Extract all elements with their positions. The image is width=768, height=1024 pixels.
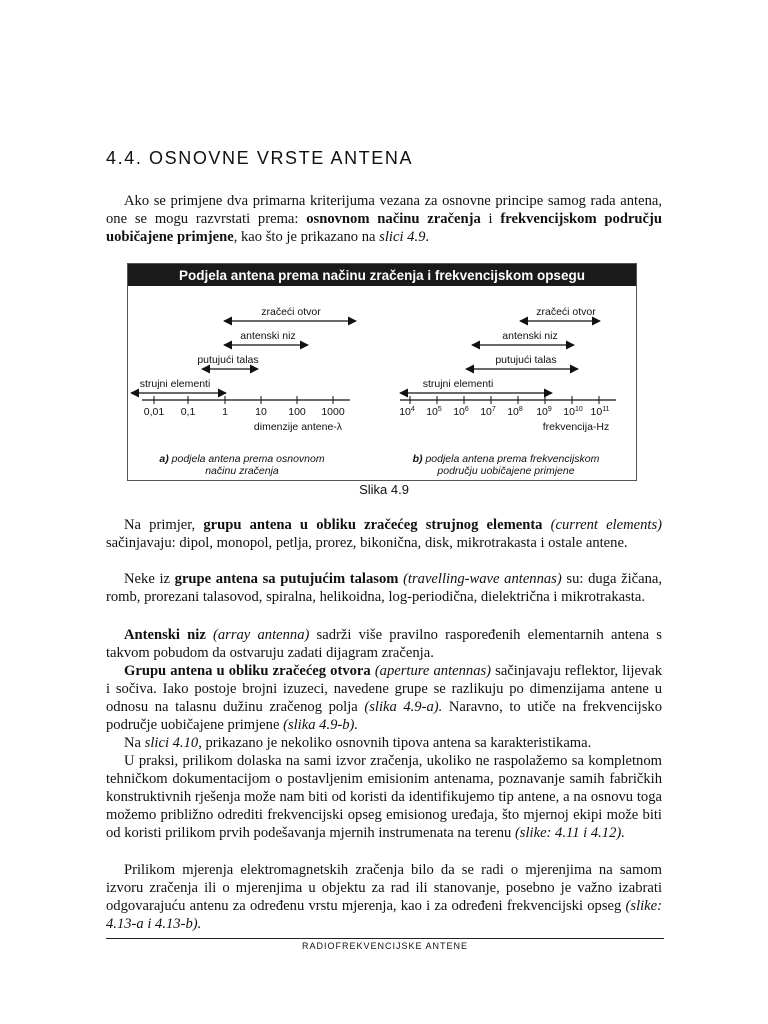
left-caption-line2: načinu zračenja	[205, 465, 279, 477]
left-axis-label: dimenzije antene-λ	[253, 421, 343, 433]
paragraph-array-antenna: Antenski niz (array antenna) sadrži više pravilno raspoređenih elementarnih antena s takvom pobudom da ostvaruju zadati dijagram zračenja.	[106, 627, 662, 661]
figure-caption: Slika 4.9	[359, 482, 409, 497]
right-tick-label: $10^5$	[426, 406, 442, 418]
right-panel	[399, 306, 616, 477]
right-tick-label: $10^9$	[536, 406, 552, 418]
right-tick-label: $10^{10}$	[563, 406, 583, 418]
paragraph-figure-reference: Na slici 4.10, prikazano je nekoliko osnovnih tipova antena sa karakteristikama.	[124, 735, 592, 751]
paragraph-current-elements: Na primjer, grupu antena u obliku zračećeg strujnog elementa (current elements) sačinjavaju: dipol, monopol, petlja, prorez, bikonična, disk, mikrotrakasta i ostale antene.	[106, 517, 662, 551]
left-tick-label: 1	[222, 406, 228, 418]
antenna-classification-figure	[127, 263, 637, 481]
paragraph-measurement: Prilikom mjerenja elektromagnetskih zračenja bilo da se radi o mjerenjima na samom izvoru zračenja ili o mjerenjima u objektu za rad ili stanovanje, posebno je važno izabrati odgovarajuću antenu za određenu vrstu mjerenja, kao i za određeni frekvencijski opseg (slike: 4.13-a i 4.13-b).	[106, 862, 662, 932]
paragraph-practice: U praksi, prilikom dolaska na sami izvor zračenja, ukoliko ne raspolažemo sa kompletnom tehničkom dokumentacijom o postavljenim emisionim antenama, poznavanje samih fabričkih konstruktivnih rješenja može nam biti od koristi da identifikujemo tip antene, a na osnovu toga možemo približno odrediti frekvencijski opseg emisionog uređaja, što mjernoj ekipi može biti od koristi prilikom prvih podešavanja mjernih instrumenata na terenu (slike: 4.11 i 4.12).	[106, 753, 662, 841]
right-arrow-label-aperture: zračeći otvor	[536, 306, 596, 318]
right-arrow-label-travelling: putujući talas	[495, 354, 557, 366]
left-arrow-label-array: antenski niz	[240, 330, 296, 342]
right-arrow-label-current: strujni elementi	[422, 378, 494, 390]
left-tick-label: 0,1	[180, 406, 196, 418]
right-tick-label: $10^7$	[480, 406, 496, 418]
left-tick-label: 0,01	[143, 406, 165, 418]
paragraph-travelling-wave: Neke iz grupe antena sa putujućim talasom (travelling-wave antennas) su: duga žičana, romb, prorezani talasovod, spiralna, helikoidna, log-periodična, dielektrična i mikrotrakasta.	[106, 571, 663, 605]
page-footer: RADIOFREKVENCIJSKE ANTENE	[301, 941, 469, 951]
left-arrow-label-travelling: putujući talas	[197, 354, 259, 366]
right-tick-label: $10^8$	[507, 406, 523, 418]
right-arrow-label-array: antenski niz	[502, 330, 558, 342]
figure-title: Podjela antena prema načinu zračenja i frekvencijskom opsegu	[179, 268, 585, 283]
left-arrow-label-current: strujni elementi	[139, 378, 211, 390]
right-caption-line1: b) podjela antena prema frekvencijskom	[412, 453, 600, 465]
left-tick-label: 1000	[321, 406, 345, 418]
right-tick-label: $10^4$	[399, 406, 415, 418]
right-tick-label: $10^6$	[453, 406, 469, 418]
right-caption-line2: području uobičajene primjene	[437, 465, 575, 477]
right-tick-label: $10^{11}$	[590, 406, 610, 418]
right-axis-label: frekvencija-Hz	[542, 421, 610, 433]
section-heading: 4.4. OSNOVNE VRSTE ANTENA	[106, 148, 414, 168]
left-caption-line1: a) podjela antena prema osnovnom	[159, 453, 325, 465]
intro-paragraph: Ako se primjene dva primarna kriterijuma vezana za osnovne principe samog rada antena, one se mogu razvrstati prema: osnovnom načinu zračenja i frekvencijskom području uobičajene primjene, kao što je prikazano na slici 4.9.	[106, 193, 662, 245]
left-tick-label: 100	[288, 406, 306, 418]
paragraph-aperture-antennas: Grupu antena u obliku zračećeg otvora (aperture antennas) sačinjavaju reflektor, lijevak i sočiva. Iako postoje brojni izuzeci, navedene grupe se razlikuju po dimenzijama antene u odnosu na talasnu dužinu zračenog polja (slika 4.9-a). Naravno, to utiče na frekvencijsko područje uobičajene primjene (slika 4.9-b).	[106, 663, 662, 733]
left-arrow-label-aperture: zračeći otvor	[261, 306, 321, 318]
left-tick-label: 10	[255, 406, 267, 418]
footer-divider	[106, 938, 664, 939]
left-panel	[131, 306, 356, 477]
